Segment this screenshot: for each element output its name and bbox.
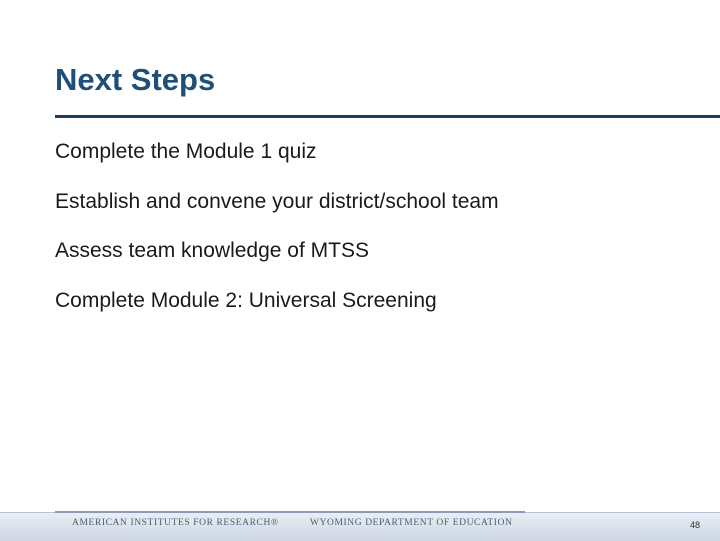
bullet-list bbox=[55, 138, 499, 336]
slide-title: Next Steps bbox=[55, 62, 216, 97]
page-number: 48 bbox=[689, 520, 700, 530]
air-logo: AMERICAN INSTITUTES FOR RESEARCH® bbox=[72, 518, 279, 528]
bullet-item: Complete the Module 1 quiz bbox=[55, 140, 317, 163]
title-divider bbox=[55, 115, 720, 118]
bullet-item: Assess team knowledge of MTSS bbox=[55, 239, 369, 262]
footer-divider bbox=[55, 511, 525, 513]
bullet-item: Establish and convene your district/school team bbox=[55, 189, 499, 213]
wde-logo: WYOMING DEPARTMENT OF EDUCATION bbox=[310, 518, 513, 528]
bullet-item: Complete Module 2: Universal Screening bbox=[55, 288, 437, 312]
